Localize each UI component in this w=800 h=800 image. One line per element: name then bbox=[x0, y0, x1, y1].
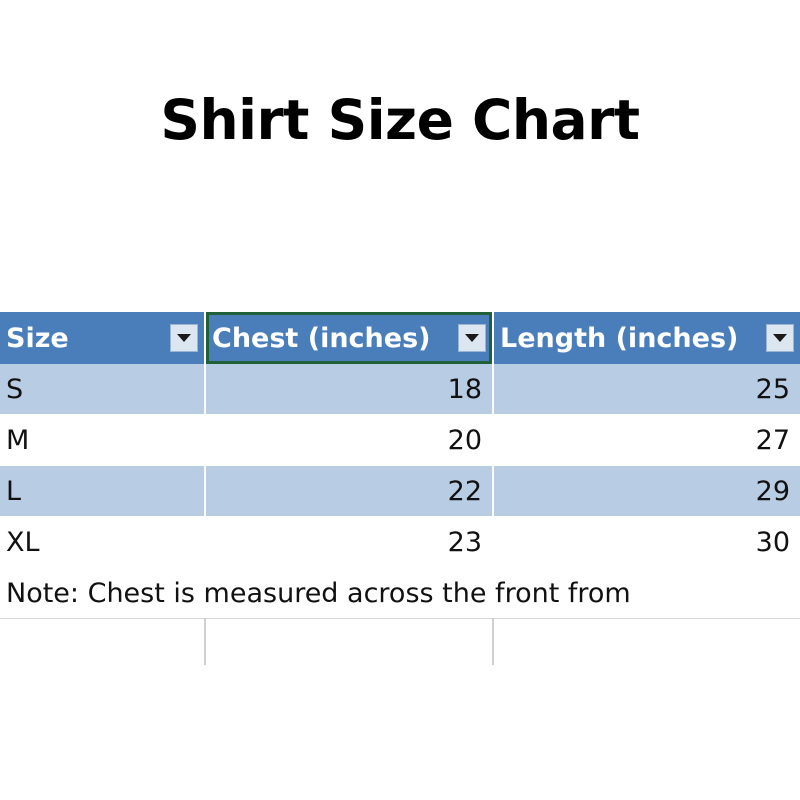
cell-chest[interactable]: 22 bbox=[205, 466, 493, 517]
cell-length[interactable]: 29 bbox=[493, 466, 800, 517]
table-note-row bbox=[0, 568, 800, 619]
table-row bbox=[0, 415, 800, 466]
empty-cell[interactable] bbox=[205, 619, 493, 666]
cell-chest[interactable]: 23 bbox=[205, 517, 493, 568]
chevron-down-icon bbox=[773, 334, 787, 342]
table-row bbox=[0, 364, 800, 415]
empty-cell[interactable] bbox=[493, 619, 800, 666]
column-header-length[interactable] bbox=[493, 312, 800, 364]
size-chart-table bbox=[0, 312, 800, 665]
cell-length[interactable]: 25 bbox=[493, 364, 800, 415]
cell-size[interactable]: XL bbox=[0, 517, 205, 568]
size-chart-table-container bbox=[0, 312, 800, 665]
table-row bbox=[0, 466, 800, 517]
empty-cell[interactable] bbox=[0, 619, 205, 666]
cell-length[interactable]: 27 bbox=[493, 415, 800, 466]
table-header-row bbox=[0, 312, 800, 364]
column-header-size-label: Size bbox=[6, 323, 69, 354]
column-header-size[interactable] bbox=[0, 312, 205, 364]
cell-chest[interactable]: 18 bbox=[205, 364, 493, 415]
cell-size[interactable]: S bbox=[0, 364, 205, 415]
page-title: Shirt Size Chart bbox=[160, 88, 640, 152]
table-empty-row bbox=[0, 619, 800, 666]
cell-size[interactable]: M bbox=[0, 415, 205, 466]
filter-dropdown-icon-size[interactable] bbox=[170, 324, 198, 352]
chevron-down-icon bbox=[177, 334, 191, 342]
column-header-length-label: Length (inches) bbox=[500, 323, 739, 354]
column-header-chest-label: Chest (inches) bbox=[212, 323, 431, 354]
table-row bbox=[0, 517, 800, 568]
cell-size[interactable]: L bbox=[0, 466, 205, 517]
filter-dropdown-icon-chest[interactable] bbox=[458, 324, 486, 352]
chevron-down-icon bbox=[465, 334, 479, 342]
column-header-chest[interactable] bbox=[205, 312, 493, 364]
cell-length[interactable]: 30 bbox=[493, 517, 800, 568]
note-text[interactable]: Note: Chest is measured across the front from bbox=[0, 568, 800, 619]
cell-chest[interactable]: 20 bbox=[205, 415, 493, 466]
filter-dropdown-icon-length[interactable] bbox=[766, 324, 794, 352]
